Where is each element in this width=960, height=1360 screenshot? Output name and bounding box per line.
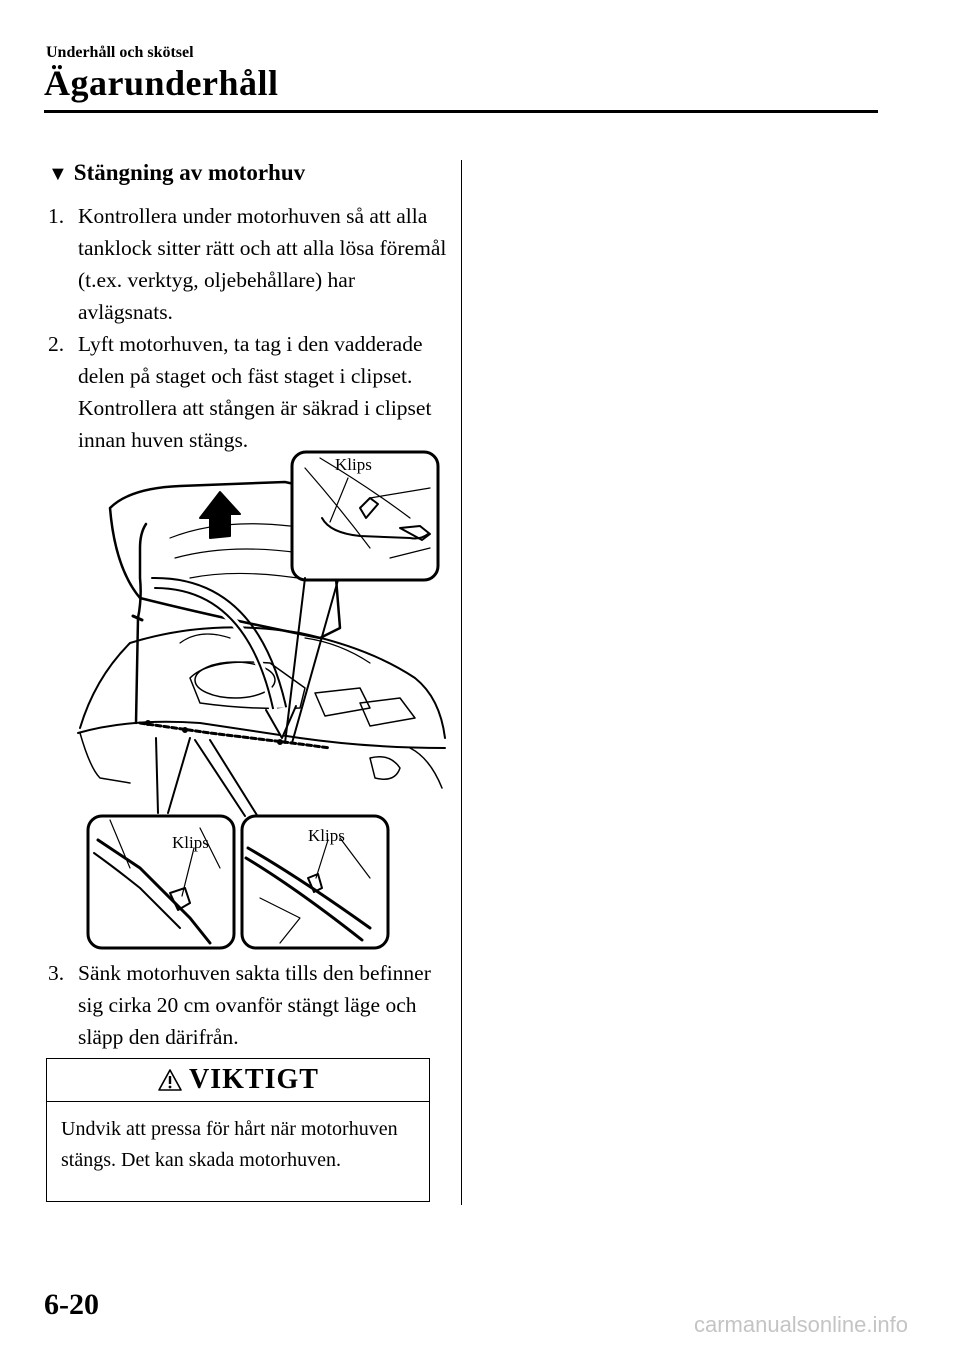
steps-list (48, 200, 448, 456)
step-number: 3. (48, 961, 65, 985)
hood-support-illustration (70, 448, 450, 953)
notice-body: Undvik att pressa för hårt när motorhuven stängs. Det kan skada motorhuven. (61, 1118, 398, 1171)
clip-label-top: Klips (335, 455, 372, 474)
section-name: Underhåll och skötsel (46, 44, 194, 61)
step-item (48, 957, 448, 1053)
notice-title: VIKTIGT (189, 1064, 319, 1095)
notice-header (47, 1059, 429, 1102)
header-rule (44, 110, 878, 113)
warning-triangle-icon (157, 1068, 183, 1092)
column-divider (461, 160, 462, 1205)
step-text: Sänk motorhuven sakta tills den befinner sig cirka 20 cm ovanför stängt läge och släpp den därifrån. (78, 961, 431, 1049)
hood-illustration-svg (70, 448, 450, 953)
steps-list-continued (48, 957, 448, 1053)
page-number: 6-20 (44, 1288, 99, 1321)
step-item (48, 200, 448, 328)
step-text: Kontrollera under motorhuven så att alla tanklock sitter rätt och att alla lösa föremål (t.ex. verktyg, oljebehållare) har avlägsnats. (78, 204, 447, 324)
step-number: 1. (48, 204, 65, 228)
step-text: Lyft motorhuven, ta tag i den vadderade delen på staget och fäst staget i clipset. Kontrollera att stången är säkrad i clipset innan huven stängs. (78, 332, 432, 452)
step-item (48, 328, 448, 456)
watermark: carmanualsonline.info (693, 1312, 908, 1337)
important-notice-box (46, 1058, 430, 1202)
triangle-marker-icon: ▼ (48, 163, 68, 185)
page-title: Ägarunderhåll (44, 63, 279, 103)
section-heading-text: Stängning av motorhuv (73, 160, 306, 185)
clip-label-left: Klips (172, 833, 209, 852)
clip-label-right: Klips (308, 826, 345, 845)
section-heading (48, 160, 305, 186)
step-number: 2. (48, 332, 65, 356)
